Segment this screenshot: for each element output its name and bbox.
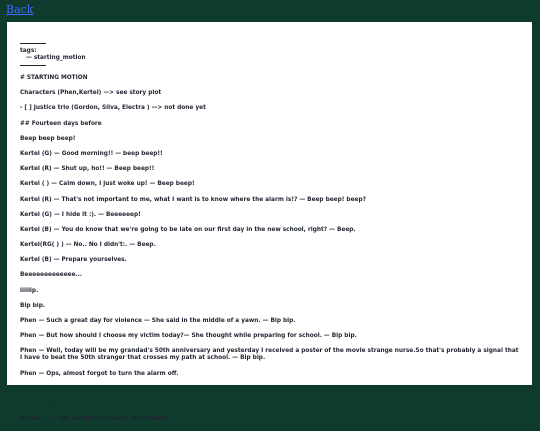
dialogue-line: Kertel ( ) — Ok, we got to school. What now? bbox=[20, 416, 167, 423]
dialogue-line: Kertel (G) — Good morning!! — beep beep!! bbox=[20, 150, 163, 157]
document-content bbox=[20, 43, 520, 431]
tags-label: tags: bbox=[20, 48, 37, 54]
dialogue-line: Kertel (G) — I hide it :). — Beeeeeep! bbox=[20, 211, 141, 218]
dialogue-line: Kertel (B) — Prepare yourselves. bbox=[20, 257, 127, 264]
paragraph: Characters (Phen,Kertel) —> see story plot bbox=[20, 90, 162, 97]
paragraph: Bip bip. bbox=[20, 302, 46, 309]
tag-item: — starting_motion bbox=[26, 55, 86, 61]
task-item: - [ ] Justice trio (Gordon, Silva, Electra ) —> not done yet bbox=[20, 105, 206, 112]
paragraph: iiiiiip. bbox=[20, 287, 39, 294]
dialogue-line: Kertel ( ) — Calm down, I just woke up! — Beep beep! bbox=[20, 181, 195, 188]
heading-2: ## Fourteen days before bbox=[20, 120, 102, 127]
bottom-bar bbox=[0, 385, 540, 405]
dialogue-line: Phen — Such a great day for violence — She said in the middle of a yawn. — Bip bip. bbox=[20, 318, 296, 324]
frontmatter-rule-bottom bbox=[20, 65, 46, 66]
back-link[interactable]: Back bbox=[6, 3, 34, 16]
top-bar bbox=[0, 0, 540, 20]
heading-1: # STARTING MOTION bbox=[20, 75, 88, 81]
dialogue-line: Kertel(RG( ) ) — No.. No I didn't:. — Beep. bbox=[20, 242, 156, 249]
dialogue-line: Phen — Ops, almost forgot to turn the alarm off. bbox=[20, 370, 179, 377]
document-page bbox=[7, 22, 532, 423]
frontmatter-rule-top bbox=[20, 43, 46, 44]
dialogue-line: Phen — Well, today will be my grandad's 50th anniversary and yesterday I received a poster of the movie strange nurse.So that's probably a signal that I have to beat the 50th stranger that crosses my path at school. — Bip bip. bbox=[20, 348, 519, 362]
dialogue-line: Kertel (B) — You do know that we're going to be late on our first day in the new school, right? — Beep. bbox=[20, 226, 356, 233]
dialogue-line: Kertel (R) — Shut up, ho!! — Beep beep!! bbox=[20, 166, 155, 173]
dialogue-line: Kertel (R) — That's not important to me, what I want is to know where the alarm is!? — Beep beep! beep? bbox=[20, 196, 366, 203]
paragraph: Beeeeeeeeeeeee... bbox=[20, 272, 83, 279]
dialogue-line: Phen — But how should I choose my victim today?— She thought while preparing for school. — Bip bip. bbox=[20, 333, 357, 340]
paragraph: Beep beep beep! bbox=[20, 135, 76, 142]
